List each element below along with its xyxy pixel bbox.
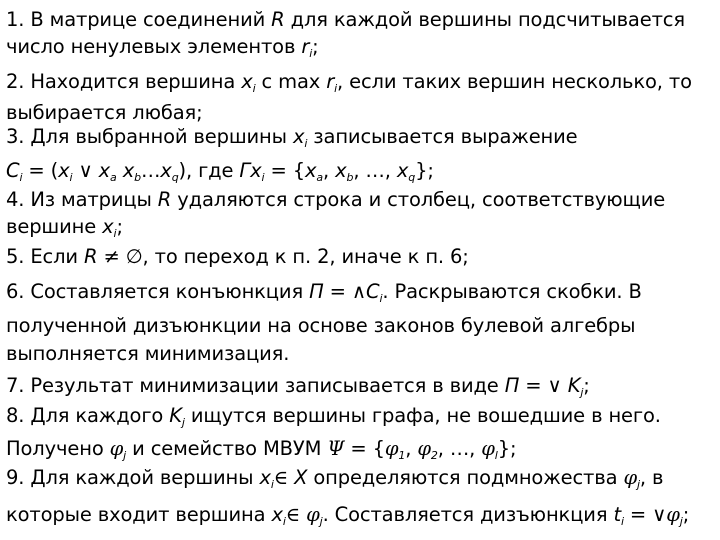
text: = { [344, 437, 385, 460]
text: 2. Находится вершина [6, 70, 242, 93]
var-x: x [241, 70, 253, 93]
subscript: i [69, 171, 73, 184]
text: ; [312, 35, 319, 58]
text: ; [583, 374, 590, 397]
gamma-x: Гx [239, 159, 262, 182]
subscript: j [181, 416, 185, 429]
subscript: i [304, 137, 308, 150]
subscript: i [261, 171, 265, 184]
step-1-line-2 [6, 35, 319, 59]
and-symbol: ∧ [351, 280, 367, 303]
text: 4. Из матрицы [6, 188, 158, 211]
text: . Составляется дизъюнкция [322, 503, 614, 526]
text: , …, [437, 437, 482, 460]
step-9-line-1 [6, 466, 663, 490]
var-x: x [160, 159, 172, 182]
var-x: x [98, 159, 111, 182]
subscript: 2 [430, 449, 438, 462]
empty-set-symbol: ∅ [125, 245, 143, 268]
subscript: i [252, 82, 256, 95]
text: , …, [353, 159, 397, 182]
step-7-line [6, 374, 590, 398]
text: определяются подмножества [307, 466, 624, 489]
text: для каждой вершины подсчитывается [284, 8, 685, 31]
step-4-line-1 [6, 188, 665, 212]
subscript: b [346, 171, 354, 184]
text: 9. Для каждой вершины [6, 466, 260, 489]
var-x: x [102, 215, 114, 238]
var-t: t [613, 503, 621, 526]
subscript: j [319, 515, 323, 528]
var-P: П = [309, 280, 352, 303]
step-2-line-1 [6, 70, 692, 94]
text: ), где [178, 159, 240, 182]
var-x: x [58, 159, 70, 182]
set-X: X [288, 466, 308, 489]
or-symbol: ∨ [547, 374, 562, 397]
subscript: q [171, 171, 179, 184]
var-phi: φ [481, 437, 495, 460]
subscript: i [379, 292, 383, 305]
var-K: K [567, 374, 581, 397]
subscript: i [19, 171, 23, 184]
var-x: x [396, 159, 409, 182]
text: }; [497, 437, 517, 460]
step-6-line-1 [6, 280, 642, 304]
text: Получено [6, 437, 110, 460]
step-8-line-1 [6, 404, 661, 428]
text: , то переход к п. 2, иначе к п. 6; [142, 245, 469, 268]
text: ; [682, 503, 690, 526]
text: выполняется минимизация. [6, 342, 290, 365]
text: 5. Если [6, 245, 84, 268]
var-C: C [366, 280, 380, 303]
subscript: i [282, 515, 286, 528]
text: записывается выражение [307, 125, 578, 148]
text: }; [415, 159, 434, 182]
step-5-line [6, 245, 469, 269]
step-3-formula [6, 159, 434, 183]
not-equal-symbol: ≠ [97, 245, 126, 268]
text: , [322, 159, 336, 182]
step-8-line-2 [6, 437, 516, 461]
var-x: x [304, 159, 317, 182]
var-x: x [292, 125, 305, 148]
text: полученной дизъюнкции на основе законов булевой алгебры [6, 314, 636, 337]
text: = [623, 503, 653, 526]
text: 7. Результат минимизации записывается в виде [6, 374, 505, 397]
subscript: j [580, 386, 584, 399]
var-x: x [271, 503, 283, 526]
var-r: r [326, 70, 335, 93]
var-r: r [301, 35, 310, 58]
var-C: C [6, 159, 20, 182]
text: = ( [22, 159, 59, 182]
var-P: П = [504, 374, 548, 397]
step-3-line-1 [6, 125, 578, 149]
text: , в [639, 466, 664, 489]
var-phi: φ [417, 437, 431, 460]
var-phi: φ [666, 503, 680, 526]
text: удаляются строка и столбец, соответствующие [171, 188, 666, 211]
or-symbol: ∨ [72, 159, 99, 182]
subscript: j [679, 515, 683, 528]
var-phi: φ [623, 466, 637, 489]
var-psi: Ψ [327, 437, 345, 460]
text: которые входит вершина [6, 503, 272, 526]
subscript: i [113, 227, 117, 240]
text: 3. Для выбранной вершины [6, 125, 293, 148]
step-6-line-3 [6, 342, 289, 366]
step-4-line-2 [6, 215, 123, 239]
ellipsis: … [140, 159, 161, 182]
text: 1. В матрице соединений [6, 8, 272, 31]
element-of-symbol: ∈ [285, 503, 301, 526]
subscript: i [620, 515, 624, 528]
text: , [405, 437, 418, 460]
subscript: i [309, 47, 313, 60]
subscript: a [316, 171, 323, 184]
step-1-line-1 [6, 8, 685, 32]
var-phi: φ [384, 437, 399, 460]
subscript: i [270, 478, 274, 491]
element-of-symbol: ∈ [273, 466, 289, 489]
matrix-R: R [157, 188, 172, 211]
subscript: l [494, 449, 498, 462]
var-x: x [259, 466, 271, 489]
text: число ненулевых элементов [6, 35, 302, 58]
text: , если таких вершин несколько, то [337, 70, 692, 93]
step-9-line-2 [6, 503, 689, 527]
subscript: q [408, 171, 416, 184]
text: с max [255, 70, 327, 93]
subscript: j [636, 478, 640, 491]
text: и семейство МВУМ [126, 437, 328, 460]
text: выбирается любая; [6, 101, 203, 124]
var-phi: φ [109, 437, 124, 460]
text: 8. Для каждого [6, 404, 170, 427]
text: ; [116, 215, 123, 238]
text: = { [264, 159, 305, 182]
text: 6. Составляется конъюнкция [6, 280, 310, 303]
var-x: x [335, 159, 347, 182]
subscript: b [134, 171, 141, 184]
matrix-R: R [83, 245, 98, 268]
text: ищутся вершины графа, не вошедшие в него. [184, 404, 661, 427]
subscript: j [123, 449, 127, 462]
var-K: K [169, 404, 182, 427]
subscript: i [334, 82, 338, 95]
subscript: 1 [398, 449, 406, 462]
text: . Раскрываются скобки. В [382, 280, 642, 303]
step-2-line-2 [6, 101, 203, 125]
subscript: a [110, 171, 117, 184]
matrix-R: R [271, 8, 285, 31]
var-phi: φ [306, 503, 320, 526]
var-x: x [122, 159, 135, 182]
or-symbol: ∨ [652, 503, 667, 526]
text: вершине [6, 215, 103, 238]
step-6-line-2 [6, 314, 635, 338]
